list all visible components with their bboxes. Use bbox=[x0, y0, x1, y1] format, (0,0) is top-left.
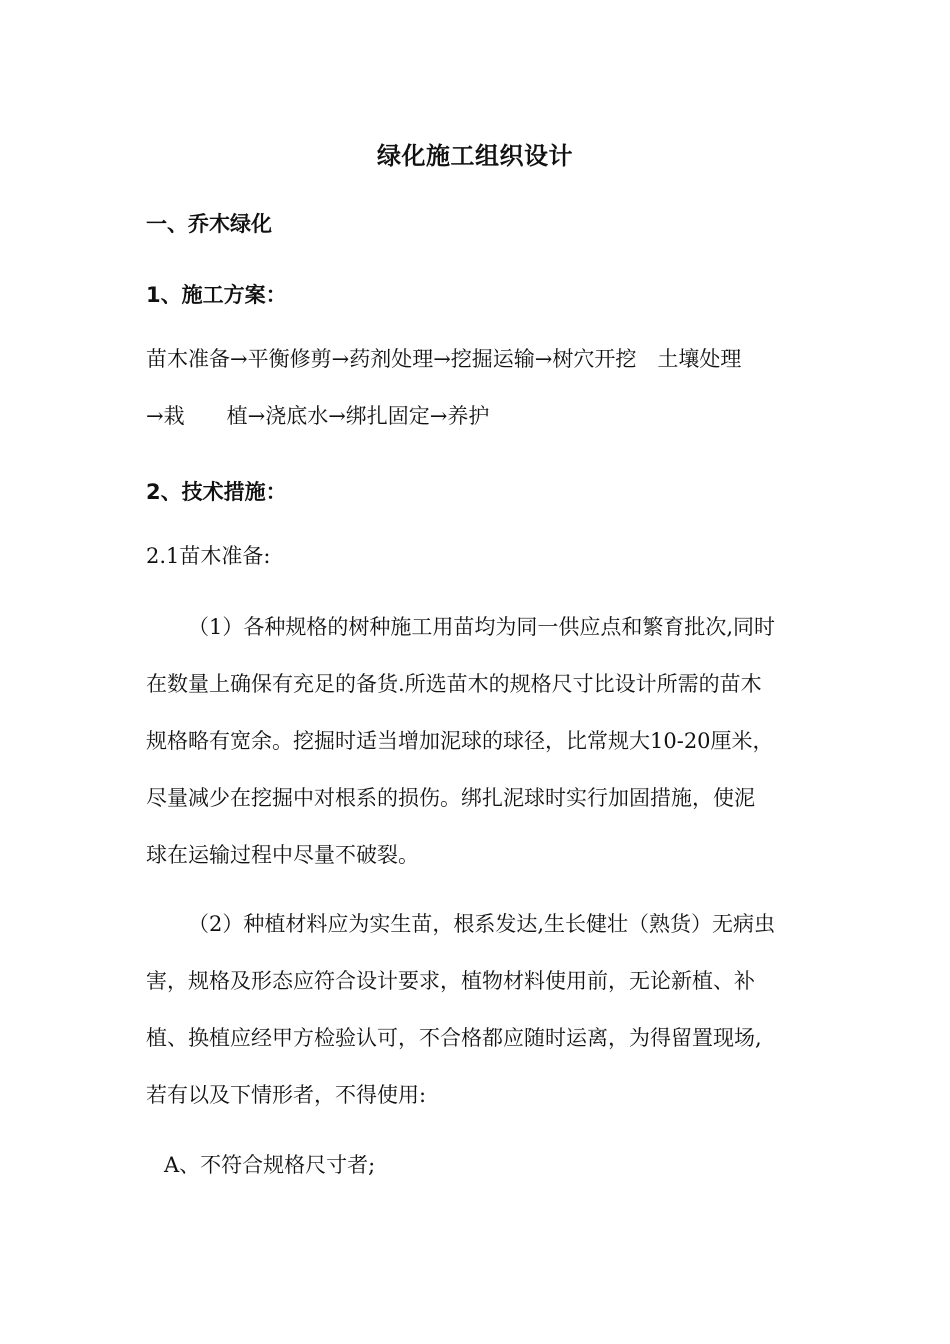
paragraph-line: 植、换植应经甲方检验认可，不合格都应随时运离，为得留置现场, bbox=[146, 1026, 762, 1050]
paragraph-line: （1）各种规格的树种施工用苗均为同一供应点和繁育批次,同时 bbox=[188, 615, 776, 639]
paragraph-line: 尽量减少在挖掘中对根系的损伤。绑扎泥球时实行加固措施，使泥 bbox=[146, 786, 755, 810]
section-heading-arbor-greening: 一、乔木绿化 bbox=[146, 212, 272, 236]
paragraph-seedling-source bbox=[146, 599, 814, 884]
paragraph-line: 球在运输过程中尽量不破裂。 bbox=[146, 843, 419, 867]
process-line: 苗木准备→平衡修剪→药剂处理→挖掘运输→树穴开挖 土壤处理 bbox=[146, 347, 742, 371]
process-line: →栽 植→浇底水→绑扎固定→养护 bbox=[146, 404, 490, 428]
paragraph-line: （2）种植材料应为实生苗，根系发达,生长健壮（熟货）无病虫 bbox=[188, 912, 776, 936]
list-item-a: A、不符合规格尺寸者; bbox=[164, 1153, 376, 1177]
subsection-heading-construction-plan: 1、施工方案： bbox=[146, 283, 287, 307]
paragraph-line: 害，规格及形态应符合设计要求，植物材料使用前，无论新植、补 bbox=[146, 969, 755, 993]
paragraph-planting-materials bbox=[146, 896, 814, 1124]
document-title: 绿化施工组织设计 bbox=[377, 141, 573, 170]
subsection-heading-technical-measures: 2、技术措施： bbox=[146, 480, 287, 504]
construction-process-flow bbox=[146, 331, 814, 445]
paragraph-line: 在数量上确保有充足的备货.所选苗木的规格尺寸比设计所需的苗木 bbox=[146, 672, 762, 696]
paragraph-line: 规格略有宽余。挖掘时适当增加泥球的球径，比常规大10-20厘米， bbox=[146, 729, 774, 753]
paragraph-line: 若有以及下情形者，不得使用: bbox=[146, 1083, 427, 1107]
subsection-heading-seedling-preparation: 2.1苗木准备: bbox=[146, 544, 271, 568]
